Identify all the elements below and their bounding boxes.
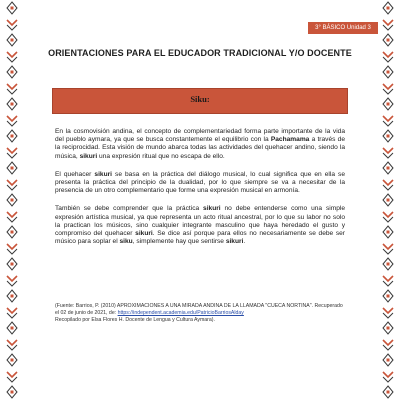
bold-term: sikuri xyxy=(135,230,153,238)
right-decorative-border xyxy=(382,0,394,400)
border-motif xyxy=(383,52,393,62)
bold-term: sikuri xyxy=(94,170,112,178)
border-motif xyxy=(383,116,393,126)
source-link[interactable]: https://independent.academia.edu/PatricioBarriosAlday xyxy=(117,309,244,316)
border-motif xyxy=(7,148,17,158)
border-motif xyxy=(7,308,17,318)
text-run: También se debe comprender que la práctica xyxy=(55,205,204,213)
border-motif xyxy=(7,340,17,350)
source-citation xyxy=(55,303,345,323)
border-motif xyxy=(383,354,393,366)
paragraph-3 xyxy=(55,205,345,246)
main-content xyxy=(55,128,345,256)
bold-term: sikuri xyxy=(203,205,221,213)
paragraph-1 xyxy=(55,128,345,161)
border-motif xyxy=(383,308,393,318)
border-motif xyxy=(383,2,393,14)
border-motif xyxy=(7,2,17,14)
source-line-3: Recopilado por Elsa Flores H. Docente de Lengua y Cultura Aymara). xyxy=(55,316,215,323)
source-line-1: (Fuente: Barrios, P. (2010) APROXIMACIONES A UNA MIRADA ANDINA DE LA LLAMADA "CUECA NORTINA". Recuperado xyxy=(55,303,343,309)
paragraph-2 xyxy=(55,171,345,196)
border-motif xyxy=(7,162,17,174)
border-motif xyxy=(7,322,17,334)
border-motif xyxy=(7,52,17,62)
text-run: se basa en la práctica del diálogo musical, lo cual significa que en ella se presenta la práctica del principio de la dualidad, por lo que siempre se va a necesitar de la presencia de un otro complementario que forme una expresión musical en armonía. xyxy=(55,170,345,195)
border-motif xyxy=(7,354,17,366)
text-run: . xyxy=(243,238,246,246)
bold-term: sikuri xyxy=(225,238,244,246)
text-run: no debe entenderse como una simple expresión artística musical, ya que representa un acto ritual ancestral, por lo que su labor no solo la practican los músicos, sino cualquier integrante masculino que haya heredado el gusto y compromiso del quehacer xyxy=(55,205,345,238)
border-motif xyxy=(7,290,17,302)
text-run: . Se dice así porque para ellos no necesariamente se debe ser músico para soplar el xyxy=(55,230,345,246)
border-motif xyxy=(383,386,393,398)
border-motif xyxy=(383,212,393,222)
border-motif xyxy=(383,340,393,350)
andean-pattern-icon xyxy=(382,0,394,400)
text-run: a través de la reciprocidad. Esta visión de mundo abarca todas las actividades del quehacer andino, siendo la música, xyxy=(55,136,345,160)
border-motif xyxy=(383,194,393,206)
border-motif xyxy=(383,20,393,30)
border-motif xyxy=(7,66,17,78)
left-decorative-border xyxy=(6,0,18,400)
border-motif xyxy=(383,258,393,270)
text-run: una expresión ritual que no escapa de ello. xyxy=(97,152,225,160)
border-motif xyxy=(383,34,393,46)
page-title: ORIENTACIONES PARA EL EDUCADOR TRADICIONAL Y/O DOCENTE xyxy=(48,48,352,58)
source-line-2 xyxy=(55,310,345,317)
border-motif xyxy=(383,226,393,238)
border-motif xyxy=(383,84,393,94)
border-motif xyxy=(7,116,17,126)
bold-term: sikuri xyxy=(79,152,98,160)
text-run: En la cosmovisión andina, el concepto de complementariedad forma parte importante de la vida del pueblo aymara, ya que se busca constantemente el equilibrio con la xyxy=(55,128,345,144)
border-motif xyxy=(7,276,17,286)
border-motif xyxy=(7,98,17,110)
text-run: El quehacer xyxy=(55,170,95,178)
border-motif xyxy=(383,244,393,254)
section-banner-label: Siku: xyxy=(190,94,210,104)
border-motif xyxy=(383,148,393,158)
border-motif xyxy=(383,276,393,286)
border-motif xyxy=(7,244,17,254)
border-motif xyxy=(383,180,393,190)
andean-pattern-icon xyxy=(6,0,18,400)
border-motif xyxy=(7,84,17,94)
border-motif xyxy=(7,34,17,46)
border-motif xyxy=(7,386,17,398)
border-motif xyxy=(383,322,393,334)
border-motif xyxy=(7,212,17,222)
text-run: el 02 de junio de 2021, de: xyxy=(55,309,118,316)
border-motif xyxy=(7,372,17,382)
border-motif xyxy=(7,20,17,30)
border-motif xyxy=(383,130,393,142)
border-motif xyxy=(7,130,17,142)
border-motif xyxy=(383,290,393,302)
border-motif xyxy=(383,372,393,382)
border-motif xyxy=(7,226,17,238)
border-motif xyxy=(7,258,17,270)
bold-term: Pachamama xyxy=(270,136,310,144)
unit-tab: 3° BÁSICO Unidad 3 xyxy=(308,22,378,34)
border-motif xyxy=(383,66,393,78)
border-motif xyxy=(7,194,17,206)
bold-term: siku xyxy=(119,238,133,246)
border-motif xyxy=(7,180,17,190)
border-motif xyxy=(383,162,393,174)
border-motif xyxy=(383,98,393,110)
text-run: , simplemente hay que sentirse xyxy=(132,238,226,246)
